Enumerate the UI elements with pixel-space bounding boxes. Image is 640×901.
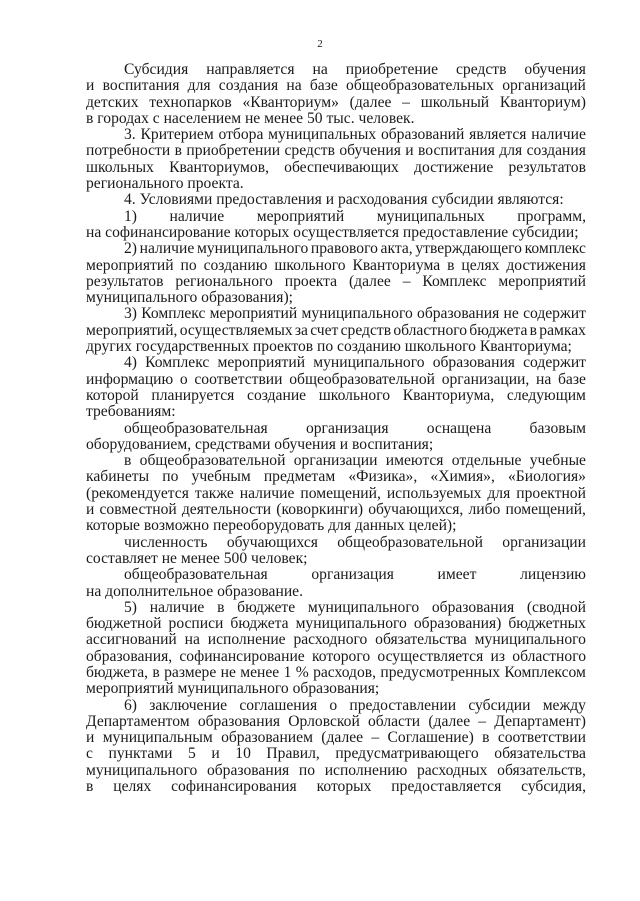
word: предметам bbox=[263, 468, 336, 486]
word: школьного bbox=[318, 386, 391, 404]
word: базе bbox=[309, 77, 338, 95]
word: образований bbox=[380, 126, 465, 144]
text-line bbox=[86, 306, 586, 322]
word: (коворкинги) bbox=[276, 501, 364, 519]
word: наличие bbox=[239, 484, 295, 502]
text-line bbox=[86, 486, 586, 502]
word: образованием bbox=[221, 729, 313, 747]
text-line bbox=[86, 127, 586, 143]
text-line bbox=[86, 665, 586, 681]
word: 3. bbox=[124, 126, 136, 144]
word: заключение bbox=[149, 696, 228, 714]
word: средств bbox=[284, 142, 335, 160]
word: с bbox=[86, 745, 93, 763]
word: обучения bbox=[524, 61, 586, 78]
word: (сводной bbox=[526, 598, 586, 616]
word: бюджете bbox=[237, 598, 296, 616]
word: «Химия», bbox=[430, 468, 495, 486]
word: софинансирования bbox=[171, 778, 297, 796]
word: и bbox=[86, 729, 95, 747]
word: воспитания bbox=[418, 142, 495, 160]
word: созданию bbox=[203, 256, 268, 274]
word: образования bbox=[432, 354, 515, 372]
word: в bbox=[86, 778, 94, 796]
word: 10 bbox=[235, 745, 251, 763]
word: создания bbox=[526, 142, 586, 160]
word: 5) bbox=[124, 598, 137, 616]
word: муниципального bbox=[307, 598, 420, 616]
word: 1 bbox=[283, 663, 292, 681]
word: лицензию bbox=[520, 566, 586, 584]
word: – bbox=[478, 712, 487, 730]
word: достижения bbox=[506, 256, 586, 274]
word: (далее bbox=[321, 729, 364, 747]
word: бюджета bbox=[469, 321, 528, 339]
text-line bbox=[86, 632, 586, 648]
text-line bbox=[86, 274, 586, 290]
word: организация bbox=[305, 419, 389, 437]
word: муниципального bbox=[86, 761, 198, 779]
word: следующим bbox=[506, 386, 586, 404]
word: потребности bbox=[86, 142, 171, 160]
word: отбора bbox=[218, 126, 264, 144]
word: за bbox=[294, 321, 308, 339]
word: счет bbox=[310, 321, 339, 339]
word: менее bbox=[240, 663, 280, 681]
word: 3) bbox=[124, 305, 137, 323]
word: муниципального bbox=[295, 615, 407, 633]
text-line bbox=[86, 209, 586, 225]
word: обеспечивающих bbox=[284, 158, 399, 176]
word: создания bbox=[218, 77, 279, 95]
word: софинансирование bbox=[179, 647, 305, 665]
word: которых bbox=[316, 778, 372, 796]
text-line bbox=[86, 160, 586, 176]
text-line bbox=[86, 763, 586, 779]
word: Департаментом bbox=[86, 712, 190, 730]
word: содержит bbox=[523, 305, 586, 323]
word: результатов bbox=[86, 272, 164, 290]
word: которого bbox=[311, 647, 371, 665]
word: школьного bbox=[274, 256, 346, 274]
word: 4) bbox=[124, 354, 137, 372]
word: субсидии bbox=[468, 696, 531, 714]
word: базовым bbox=[529, 419, 586, 437]
word: муниципального bbox=[301, 305, 413, 323]
word: расходного bbox=[293, 631, 368, 649]
word: и bbox=[211, 745, 220, 763]
word: «Биология» bbox=[508, 468, 586, 486]
word: рамках bbox=[539, 321, 586, 339]
word: наличие bbox=[531, 126, 586, 144]
word: кабинеты bbox=[86, 468, 150, 486]
word: в bbox=[482, 729, 490, 747]
word: Орловской bbox=[288, 712, 360, 730]
word: бюджетной bbox=[86, 615, 162, 633]
word: Субсидия bbox=[124, 61, 189, 78]
word: не bbox=[503, 305, 519, 323]
word: обязательства bbox=[494, 745, 586, 763]
word: не bbox=[220, 663, 236, 681]
word: образования bbox=[206, 761, 290, 779]
word: мероприятий bbox=[498, 272, 586, 290]
word: наличие bbox=[169, 207, 225, 225]
word: образования) bbox=[413, 615, 502, 633]
word: организаций bbox=[502, 77, 586, 95]
word: общеобразовательной bbox=[139, 452, 286, 470]
word: Кванториумов, bbox=[169, 158, 269, 176]
word: наличие bbox=[139, 240, 195, 258]
word: мероприятий bbox=[217, 354, 306, 372]
text-line bbox=[86, 698, 586, 714]
word: в bbox=[217, 598, 225, 616]
word: соглашения bbox=[239, 696, 318, 714]
text-line bbox=[86, 323, 586, 339]
word: расходных bbox=[416, 761, 488, 779]
word: результатов bbox=[508, 158, 586, 176]
word: исполнению bbox=[324, 761, 408, 779]
word: осуществляется bbox=[377, 647, 484, 665]
word: – bbox=[402, 93, 410, 111]
word: численность bbox=[124, 533, 208, 551]
word: муниципальных bbox=[376, 207, 485, 225]
word: (далее bbox=[349, 93, 392, 111]
word: проекта bbox=[284, 272, 338, 290]
word: «Физика», bbox=[348, 468, 418, 486]
word: мероприятий bbox=[209, 305, 298, 323]
word: Соглашение) bbox=[387, 729, 474, 747]
word: на bbox=[536, 370, 552, 388]
word: в bbox=[152, 663, 160, 681]
word: учебным bbox=[191, 468, 251, 486]
word: является bbox=[469, 126, 527, 144]
word: школьных bbox=[86, 158, 154, 176]
word: Кванториума bbox=[352, 256, 441, 274]
word: 5 bbox=[188, 745, 196, 763]
text-line bbox=[86, 143, 586, 159]
word: наличие bbox=[149, 598, 205, 616]
word: мероприятий, bbox=[86, 321, 178, 339]
text-line bbox=[86, 567, 586, 583]
word: в bbox=[529, 321, 538, 339]
text-line: оборудованием, средствами обучения и воспитания; bbox=[86, 435, 434, 453]
word: бюджета bbox=[230, 615, 289, 633]
word: областного bbox=[393, 321, 468, 339]
text-line: требованиям: bbox=[86, 403, 176, 421]
text-line bbox=[86, 616, 586, 632]
word: которой bbox=[86, 386, 139, 404]
text-line: которые возможно переоборудовать для данных целей); bbox=[86, 517, 457, 535]
word: в bbox=[124, 452, 132, 470]
word: Комплекс bbox=[141, 305, 206, 323]
word: Комплекс bbox=[145, 354, 210, 372]
word: муниципального bbox=[313, 354, 425, 372]
word: Правил, bbox=[266, 745, 320, 763]
word: планируется bbox=[151, 386, 235, 404]
word: программ, bbox=[517, 207, 586, 225]
word: общеобразовательная bbox=[124, 566, 268, 584]
word: Кванториума, bbox=[402, 386, 495, 404]
word: обучающихся bbox=[226, 533, 318, 551]
text-line bbox=[86, 714, 586, 730]
word: на bbox=[286, 77, 302, 95]
word: средств bbox=[340, 321, 392, 339]
word: между bbox=[542, 696, 586, 714]
word: средств bbox=[455, 61, 507, 78]
word: детских bbox=[86, 93, 139, 111]
word: муниципального bbox=[196, 240, 309, 258]
word: исполнение bbox=[207, 631, 286, 649]
word: 6) bbox=[124, 696, 137, 714]
text-line bbox=[86, 95, 586, 111]
word: регионального bbox=[175, 272, 273, 290]
word: целях bbox=[461, 256, 500, 274]
word: бюджетных bbox=[508, 615, 586, 633]
word: образования bbox=[417, 305, 500, 323]
word: имеет bbox=[437, 566, 477, 584]
word: ассигнований bbox=[86, 631, 177, 649]
word: правового bbox=[310, 240, 378, 258]
word: (далее bbox=[428, 712, 471, 730]
word: по bbox=[162, 468, 179, 486]
word: используемых bbox=[386, 484, 482, 502]
word: утверждающего bbox=[415, 240, 522, 258]
word: обучающихся, bbox=[368, 501, 464, 519]
text-line bbox=[86, 78, 586, 94]
text-line: регионального проекта. bbox=[86, 175, 244, 193]
word: бюджета, bbox=[86, 663, 149, 681]
word: направляется bbox=[206, 61, 295, 78]
text-line bbox=[86, 355, 586, 371]
word: достижение bbox=[414, 158, 494, 176]
word: % bbox=[295, 663, 309, 681]
word: Департамент) bbox=[494, 712, 586, 730]
word: и bbox=[86, 77, 95, 95]
word: Комплексом bbox=[504, 663, 586, 681]
word: по bbox=[298, 761, 316, 779]
word: (далее bbox=[348, 272, 391, 290]
word: предусматривающего bbox=[335, 745, 479, 763]
text-line bbox=[86, 241, 586, 257]
word: организация bbox=[311, 566, 394, 584]
word: воспитания bbox=[102, 77, 180, 95]
word: предоставлении bbox=[349, 696, 457, 714]
text-line bbox=[86, 469, 586, 485]
word: муниципальных bbox=[268, 126, 377, 144]
word: субсидия, bbox=[521, 778, 586, 796]
word: пунктами bbox=[108, 745, 173, 763]
word: комплекс bbox=[524, 240, 586, 258]
word: базе bbox=[558, 370, 586, 388]
word: 1) bbox=[124, 207, 137, 225]
text-line bbox=[86, 453, 586, 469]
word: приобретении bbox=[186, 142, 281, 160]
word: организации bbox=[293, 452, 378, 470]
text-line: других государственных проектов по созданию школьного Кванториума; bbox=[86, 338, 572, 356]
text-line bbox=[86, 535, 586, 551]
word: оснащена bbox=[426, 419, 492, 437]
word: обязательств, bbox=[497, 761, 586, 779]
word: для bbox=[499, 142, 523, 160]
word: организации, bbox=[441, 370, 530, 388]
word: совместной bbox=[99, 501, 177, 519]
word: области bbox=[368, 712, 421, 730]
word: приобретение bbox=[345, 61, 439, 78]
text-line: мероприятий муниципального образования; bbox=[86, 680, 380, 698]
word: и bbox=[86, 501, 95, 519]
word: о bbox=[329, 696, 338, 714]
word: «Кванториум» bbox=[242, 93, 339, 111]
word: соответствии bbox=[194, 370, 283, 388]
word: Кванториум) bbox=[499, 93, 586, 111]
word: создание bbox=[247, 386, 307, 404]
word: на bbox=[312, 61, 328, 78]
word: – bbox=[402, 272, 411, 290]
word: обязательства bbox=[375, 631, 467, 649]
text-line bbox=[86, 779, 586, 795]
text-line bbox=[86, 502, 586, 518]
word: либо bbox=[468, 501, 501, 519]
word: о bbox=[179, 370, 188, 388]
word: также bbox=[194, 484, 234, 502]
word: отдельные bbox=[451, 452, 522, 470]
text-line bbox=[86, 372, 586, 388]
text-line bbox=[86, 730, 586, 746]
word: имеются bbox=[385, 452, 444, 470]
word: целях bbox=[113, 778, 152, 796]
word: и bbox=[405, 142, 414, 160]
word: Критерием bbox=[140, 126, 214, 144]
word: образования, bbox=[86, 647, 173, 665]
word: росписи bbox=[168, 615, 224, 633]
word: образования bbox=[431, 598, 515, 616]
word: общеобразовательной bbox=[289, 370, 435, 388]
word: для bbox=[487, 484, 511, 502]
word: организации bbox=[502, 533, 586, 551]
word: из bbox=[490, 647, 506, 665]
word: мероприятий bbox=[86, 256, 174, 274]
word: предусмотренных bbox=[380, 663, 501, 681]
word: информацию bbox=[86, 370, 174, 388]
word: (рекомендуется bbox=[86, 484, 189, 502]
text-line: муниципального образования); bbox=[86, 289, 293, 307]
text-line: 4. Условиями предоставления и расходования субсидии являются: bbox=[124, 191, 564, 209]
word: общеобразовательной bbox=[337, 533, 483, 551]
word: школьный bbox=[420, 93, 490, 111]
text-line bbox=[86, 649, 586, 665]
text-line bbox=[86, 62, 586, 78]
word: содержит bbox=[523, 354, 586, 372]
word: Комплекс bbox=[422, 272, 487, 290]
text-line bbox=[86, 421, 586, 437]
word: соответствии bbox=[497, 729, 586, 747]
word: в bbox=[447, 256, 455, 274]
text-line: на софинансирование которых осуществляется предоставление субсидии; bbox=[86, 223, 579, 241]
word: общеобразовательных bbox=[346, 77, 494, 95]
word: акта, bbox=[380, 240, 413, 258]
word: деятельности bbox=[181, 501, 272, 519]
word: размере bbox=[164, 663, 217, 681]
text-line bbox=[86, 388, 586, 404]
text-line bbox=[86, 258, 586, 274]
word: общеобразовательная bbox=[124, 419, 268, 437]
word: обучения bbox=[339, 142, 401, 160]
text-line bbox=[86, 746, 586, 762]
word: проектной bbox=[516, 484, 586, 502]
word: по bbox=[180, 256, 197, 274]
word: муниципальным bbox=[102, 729, 213, 747]
word: – bbox=[371, 729, 380, 747]
word: мероприятий bbox=[256, 207, 345, 225]
word: областного bbox=[512, 647, 586, 665]
text-line: составляет не менее 500 человек; bbox=[86, 549, 308, 567]
word: образования bbox=[197, 712, 281, 730]
text-line: на дополнительное образование. bbox=[86, 582, 303, 600]
word: в bbox=[174, 142, 182, 160]
word: помещений, bbox=[300, 484, 381, 502]
word: на bbox=[184, 631, 200, 649]
word: расходов, bbox=[313, 663, 377, 681]
page-number: 2 bbox=[317, 38, 323, 50]
word: муниципального bbox=[474, 631, 586, 649]
word: осуществляемых bbox=[179, 321, 293, 339]
word: 2) bbox=[124, 240, 137, 258]
document-body bbox=[86, 62, 586, 795]
word: предоставляется bbox=[391, 778, 502, 796]
word: помещений, bbox=[505, 501, 586, 519]
word: учебные bbox=[529, 452, 586, 470]
text-line bbox=[86, 600, 586, 616]
word: технопарков bbox=[149, 93, 232, 111]
text-line: в городах с населением не менее 50 тыс. человек. bbox=[86, 109, 415, 127]
word: для bbox=[187, 77, 211, 95]
